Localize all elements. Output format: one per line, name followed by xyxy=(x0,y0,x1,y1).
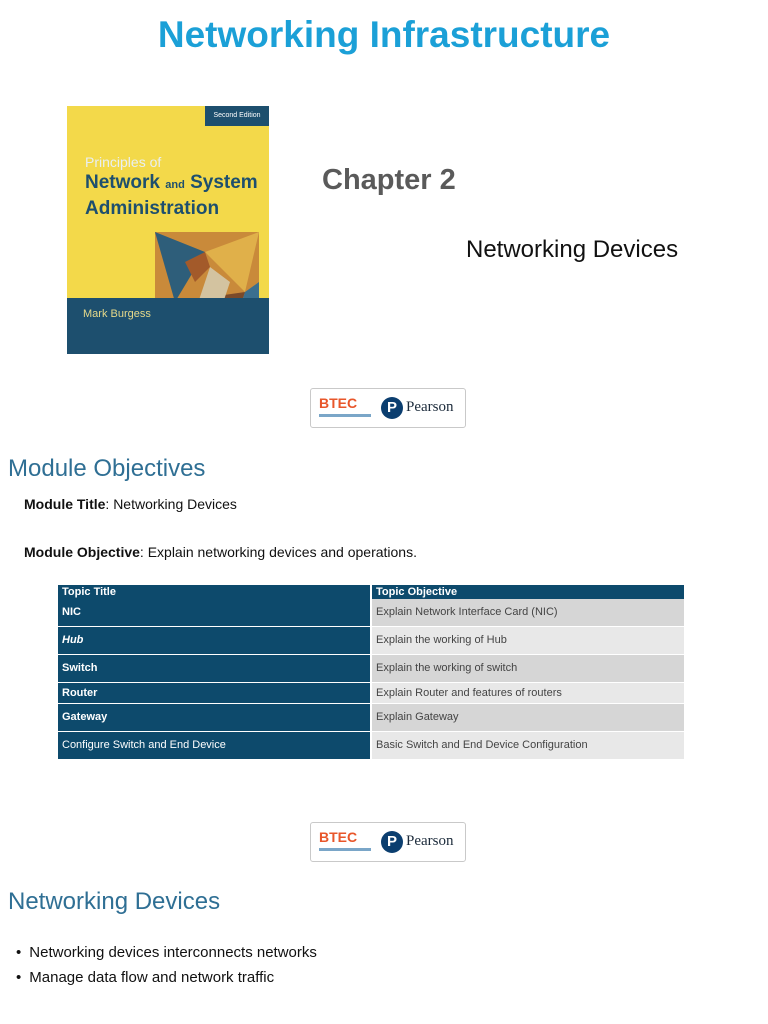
cover-title-and: and xyxy=(165,179,185,191)
cover-title-system: System xyxy=(190,172,258,193)
topic-title-cell: NIC xyxy=(58,599,371,626)
header-topic-objective: Topic Objective xyxy=(371,585,684,599)
table-header-row xyxy=(58,585,684,599)
module-objective-label: Module Objective xyxy=(24,544,140,560)
cover-author: Mark Burgess xyxy=(83,308,151,320)
book-cover-image xyxy=(67,106,269,354)
btec-logo-underline xyxy=(319,414,371,417)
module-objectives-heading: Module Objectives xyxy=(8,455,206,482)
cover-bottom-band xyxy=(67,298,269,354)
cover-title-line2 xyxy=(85,172,258,194)
pearson-mark-icon: P xyxy=(381,831,403,853)
btec-logo-text: BTEC xyxy=(319,829,358,845)
networking-devices-heading: Networking Devices xyxy=(8,888,221,915)
chapter-label: Chapter 2 xyxy=(322,164,456,196)
module-objective-value: : Explain networking devices and operations. xyxy=(139,544,417,560)
chapter-subtitle: Networking Devices xyxy=(466,236,679,263)
topic-objective-cell: Explain the working of Hub xyxy=(371,626,684,654)
header-topic-title: Topic Title xyxy=(58,585,371,599)
cover-title-line3: Administration xyxy=(85,198,220,219)
pearson-logo-text: Pearson xyxy=(406,833,454,849)
cover-edition-label: Second Edition xyxy=(205,106,269,126)
topic-objective-cell: Basic Switch and End Device Configuration xyxy=(371,731,684,759)
module-title-line xyxy=(24,496,237,512)
table-row xyxy=(58,682,684,703)
module-title-value: : Networking Devices xyxy=(105,496,237,512)
btec-pearson-logo xyxy=(310,388,466,428)
module-title-label: Module Title xyxy=(24,496,106,512)
table-row xyxy=(58,654,684,682)
list-item: • Networking devices interconnects networks xyxy=(16,944,317,961)
topic-title-cell: Hub xyxy=(58,626,371,654)
topic-objective-cell: Explain Router and features of routers xyxy=(371,682,684,703)
page-title: Networking Infrastructure xyxy=(157,14,611,55)
cover-title-line1: Principles of xyxy=(85,154,162,170)
devices-bullet-list xyxy=(16,944,317,994)
pearson-mark-icon: P xyxy=(381,397,403,419)
topic-objective-cell: Explain the working of switch xyxy=(371,654,684,682)
module-objective-line xyxy=(24,544,417,560)
list-item: • Manage data flow and network traffic xyxy=(16,969,317,986)
table-row xyxy=(58,731,684,759)
topic-title-cell: Switch xyxy=(58,654,371,682)
topic-objective-cell: Explain Network Interface Card (NIC) xyxy=(371,599,684,626)
topic-title-cell: Gateway xyxy=(58,703,371,731)
cover-title-network: Network xyxy=(85,172,160,193)
table-row xyxy=(58,703,684,731)
topic-title-cell: Router xyxy=(58,682,371,703)
table-row xyxy=(58,626,684,654)
topics-table xyxy=(58,585,684,760)
btec-logo-underline xyxy=(319,848,371,851)
table-row xyxy=(58,599,684,626)
btec-logo-text: BTEC xyxy=(319,395,358,411)
topic-title-cell: Configure Switch and End Device xyxy=(58,731,371,759)
pearson-logo-text: Pearson xyxy=(406,399,454,415)
btec-pearson-logo xyxy=(310,822,466,862)
topic-objective-cell: Explain Gateway xyxy=(371,703,684,731)
